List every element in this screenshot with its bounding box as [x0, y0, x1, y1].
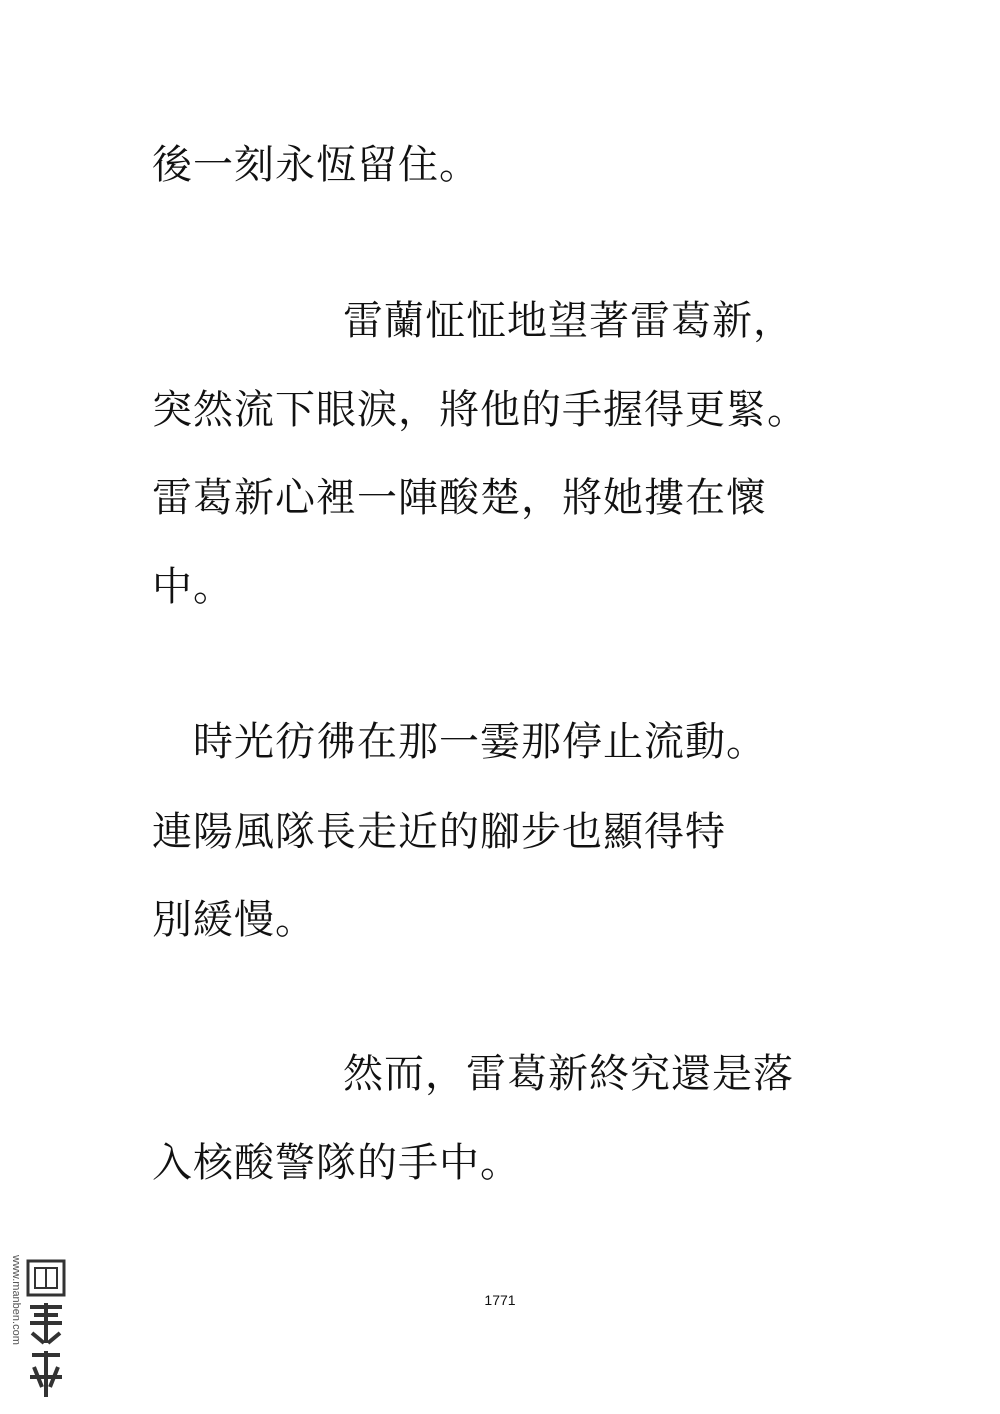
text-line: 中。 [152, 564, 234, 610]
text-line: 別緩慢。 [152, 897, 316, 943]
text-line: 突然流下眼淚，將他的手握得更緊。 [152, 387, 808, 433]
page-number: 1771 [484, 1292, 516, 1308]
text-line: 連陽風隊長走近的腳步也顯得特 [152, 809, 726, 855]
text-line: 雷葛新心裡一陣酸楚，將她摟在懷 [152, 475, 767, 521]
text-line: 然而，雷葛新終究還是落 [343, 1051, 794, 1097]
text-line: 後一刻永恆留住。 [152, 142, 480, 188]
text-line: 入核酸警隊的手中。 [152, 1140, 521, 1186]
watermark-logo-icon [24, 1259, 68, 1401]
watermark [8, 1255, 68, 1405]
watermark-url: www.manben.com [10, 1255, 22, 1345]
text-line: 雷蘭怔怔地望著雷葛新， [343, 298, 794, 344]
text-line: 時光彷彿在那一霎那停止流動。 [193, 719, 767, 765]
